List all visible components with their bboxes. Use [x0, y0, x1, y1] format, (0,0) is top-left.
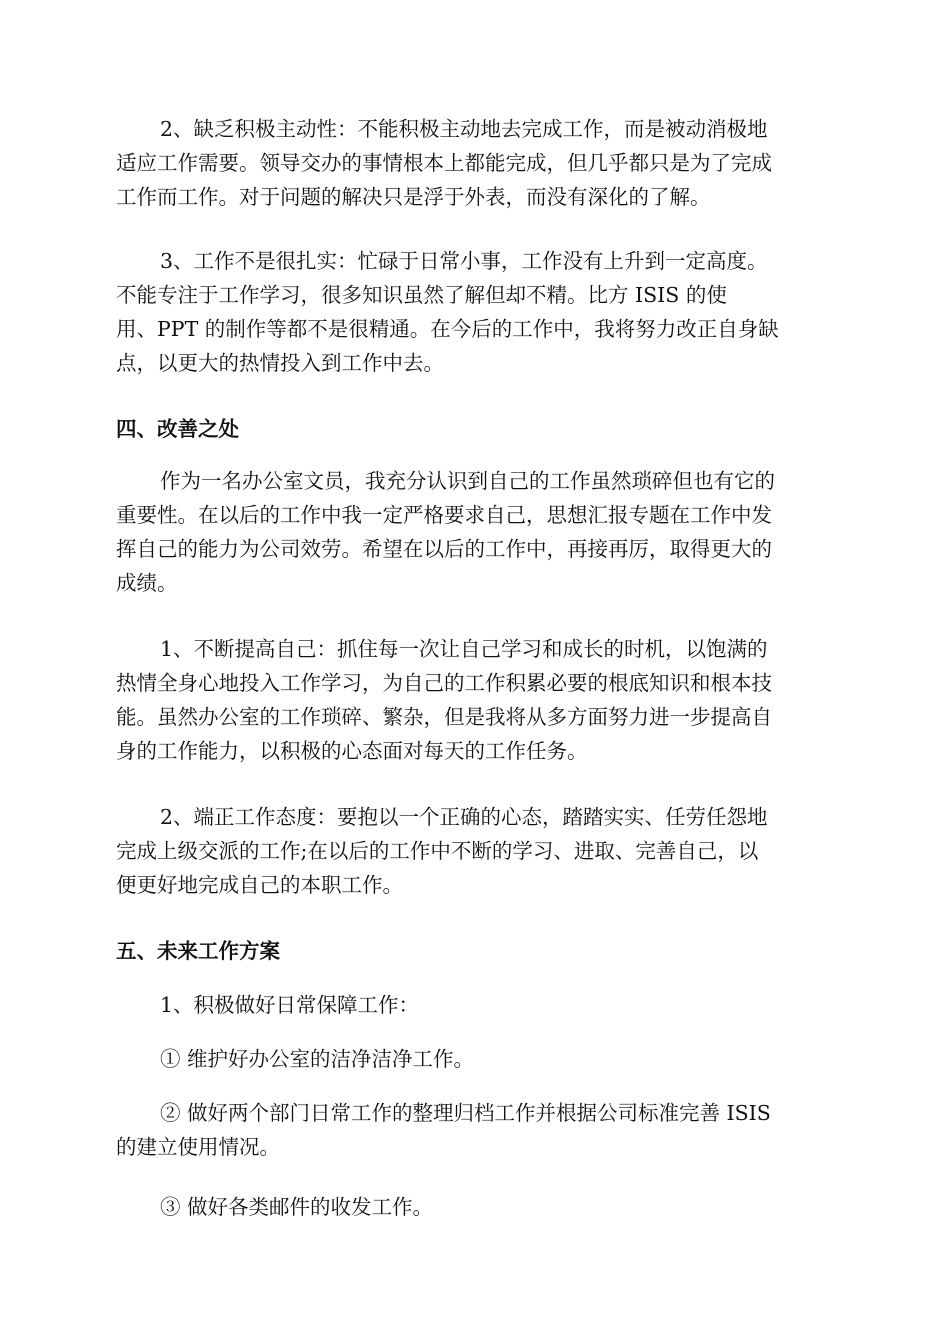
- paragraph-not-solid: [116, 244, 836, 380]
- text-line: 能。虽然办公室的工作琐碎、繁杂，但是我将从多方面努力进一步提高自: [116, 705, 772, 729]
- list-item-mail-handling: [116, 1190, 836, 1224]
- text-line: 热情全身心地投入工作学习，为自己的工作积累必要的根底知识和根本技: [116, 671, 772, 695]
- text-line: ② 做好两个部门日常工作的整理归档工作并根据公司标准完善 ISIS: [160, 1101, 771, 1125]
- text-line: 1、不断提高自己：抓住每一次让自己学习和成长的时机，以饱满的: [160, 637, 768, 661]
- paragraph-office-clerk: [116, 464, 836, 600]
- text-line: 工作而工作。对于问题的解决只是浮于外表，而没有深化的了解。: [116, 185, 711, 209]
- text-line: 点，以更大的热情投入到工作中去。: [116, 351, 444, 375]
- section-heading-improvements: 四、改善之处: [116, 417, 239, 441]
- text-line: 适应工作需要。领导交办的事情根本上都能完成，但几乎都只是为了完成: [116, 151, 772, 175]
- text-line: ① 维护好办公室的洁净洁净工作。: [160, 1047, 475, 1071]
- list-item-office-cleanliness: [116, 1042, 836, 1076]
- text-line: 成绩。: [116, 571, 178, 595]
- section-heading-future-plan: 五、未来工作方案: [116, 939, 280, 963]
- paragraph-daily-support: [116, 988, 836, 1022]
- list-item-archiving: [116, 1096, 836, 1164]
- paragraph-lack-initiative: [116, 112, 836, 214]
- paragraph-work-attitude: [116, 800, 836, 902]
- text-line: 完成上级交派的工作;在以后的工作中不断的学习、进取、完善自己，以: [116, 839, 759, 863]
- text-line: 身的工作能力，以积极的心态面对每天的工作任务。: [116, 739, 588, 763]
- text-line: 1、积极做好日常保障工作：: [160, 993, 420, 1017]
- text-line: 2、端正工作态度：要抱以一个正确的心态，踏踏实实、任劳任怨地: [160, 805, 768, 829]
- text-line: 不能专注于工作学习，很多知识虽然了解但却不精。比方 ISIS 的使: [116, 283, 727, 307]
- text-line: 2、缺乏积极主动性：不能积极主动地去完成工作，而是被动消极地: [160, 117, 768, 141]
- text-line: ③ 做好各类邮件的收发工作。: [160, 1195, 434, 1219]
- text-line: 便更好地完成自己的本职工作。: [116, 873, 403, 897]
- text-line: 作为一名办公室文员，我充分认识到自己的工作虽然琐碎但也有它的: [160, 469, 775, 493]
- text-line: 3、工作不是很扎实：忙碌于日常小事，工作没有上升到一定高度。: [160, 249, 768, 273]
- text-line: 用、PPT 的制作等都不是很精通。在今后的工作中，我将努力改正自身缺: [116, 317, 779, 341]
- text-line: 挥自己的能力为公司效劳。希望在以后的工作中，再接再厉，取得更大的: [116, 537, 772, 561]
- text-line: 重要性。在以后的工作中我一定严格要求自己，思想汇报专题在工作中发: [116, 503, 772, 527]
- text-line: 的建立使用情况。: [116, 1135, 280, 1159]
- paragraph-self-improvement: [116, 632, 836, 768]
